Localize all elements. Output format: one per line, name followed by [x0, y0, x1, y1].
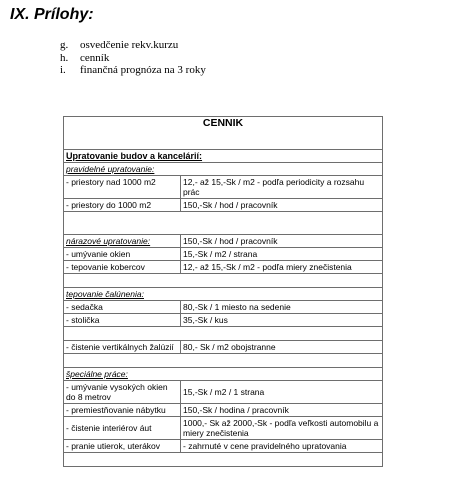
item-cell: - sedačka — [64, 301, 181, 314]
table-row — [64, 301, 383, 314]
price-cell: 150,-Sk / hodina / pracovník — [181, 404, 383, 417]
table-row — [64, 404, 383, 417]
item-cell: - umývanie okien — [64, 248, 181, 261]
annex-item — [60, 64, 206, 77]
item-cell: - priestory do 1000 m2 — [64, 199, 181, 212]
table-row — [64, 248, 383, 261]
spacer-cell — [64, 212, 383, 235]
price-cell: 35,-Sk / kus — [181, 314, 383, 327]
item-cell: - premiestňovanie nábytku — [64, 404, 181, 417]
price-cell: 150,-Sk / hod / pracovník — [181, 235, 383, 248]
table-row — [64, 381, 383, 404]
group-label: špeciálne práce: — [64, 368, 383, 381]
spacer-row — [64, 327, 383, 341]
item-cell: - stolička — [64, 314, 181, 327]
spacer-cell — [64, 274, 383, 288]
price-cell: 15,-Sk / m2 / strana — [181, 248, 383, 261]
price-cell: - zahrnuté v cene pravidelného upratovania — [181, 440, 383, 453]
group-label: nárazové upratovanie: — [64, 235, 181, 248]
section-row — [64, 150, 383, 163]
item-cell: - pranie utierok, uterákov — [64, 440, 181, 453]
table-row — [64, 176, 383, 199]
spacer-row — [64, 453, 383, 467]
price-list-table — [63, 116, 383, 467]
annex-item — [60, 52, 206, 65]
spacer-row — [64, 212, 383, 235]
price-cell: 15,-Sk / m2 / 1 strana — [181, 381, 383, 404]
section-title: Upratovanie budov a kancelárií: — [64, 150, 383, 163]
table-row — [64, 341, 383, 354]
annex-text: osvedčenie rekv.kurzu — [80, 39, 179, 51]
spacer-cell — [64, 327, 383, 341]
price-cell: 80,- Sk / m2 obojstranne — [181, 341, 383, 354]
price-cell: 1000,- Sk až 2000,-Sk - podľa veľkosti automobilu a miery znečistenia — [181, 417, 383, 440]
group-label-row — [64, 235, 383, 248]
spacer-row — [64, 274, 383, 288]
group-label-row — [64, 163, 383, 176]
annex-marker: g. — [60, 39, 69, 51]
annex-item — [60, 39, 206, 52]
price-cell: 80,-Sk / 1 miesto na sedenie — [181, 301, 383, 314]
table-row — [64, 417, 383, 440]
item-cell: - čistenie vertikálnych žalúzií — [64, 341, 181, 354]
item-cell: - tepovanie kobercov — [64, 261, 181, 274]
table-title-row — [64, 117, 383, 150]
item-cell: - umývanie vysokých okien do 8 metrov — [64, 381, 181, 404]
group-label-row — [64, 288, 383, 301]
annex-text: cenník — [80, 51, 110, 64]
annex-text: finančná prognóza na 3 roky — [80, 64, 206, 76]
price-cell: 12,- až 15,-Sk / m2 - podľa periodicity a rozsahu prác — [181, 176, 383, 199]
annex-marker: h. — [60, 51, 69, 64]
spacer-row — [64, 354, 383, 368]
table-row — [64, 440, 383, 453]
price-cell: 12,- až 15,-Sk / m2 - podľa miery znečistenia — [181, 261, 383, 274]
item-cell: - priestory nad 1000 m2 — [64, 176, 181, 199]
spacer-cell — [64, 354, 383, 368]
page-heading: IX. Prílohy: — [10, 6, 94, 23]
group-label: pravidelné upratovanie: — [64, 163, 383, 176]
table-row — [64, 199, 383, 212]
annex-list — [60, 39, 206, 77]
table-row — [64, 261, 383, 274]
group-label: tepovanie čalúnenia: — [64, 288, 383, 301]
annex-marker: i. — [60, 64, 66, 76]
table-title: CENNIK — [64, 117, 383, 150]
item-cell: - čistenie interiérov áut — [64, 417, 181, 440]
group-label-row — [64, 368, 383, 381]
table-row — [64, 314, 383, 327]
spacer-cell — [64, 453, 383, 467]
price-cell: 150,-Sk / hod / pracovník — [181, 199, 383, 212]
